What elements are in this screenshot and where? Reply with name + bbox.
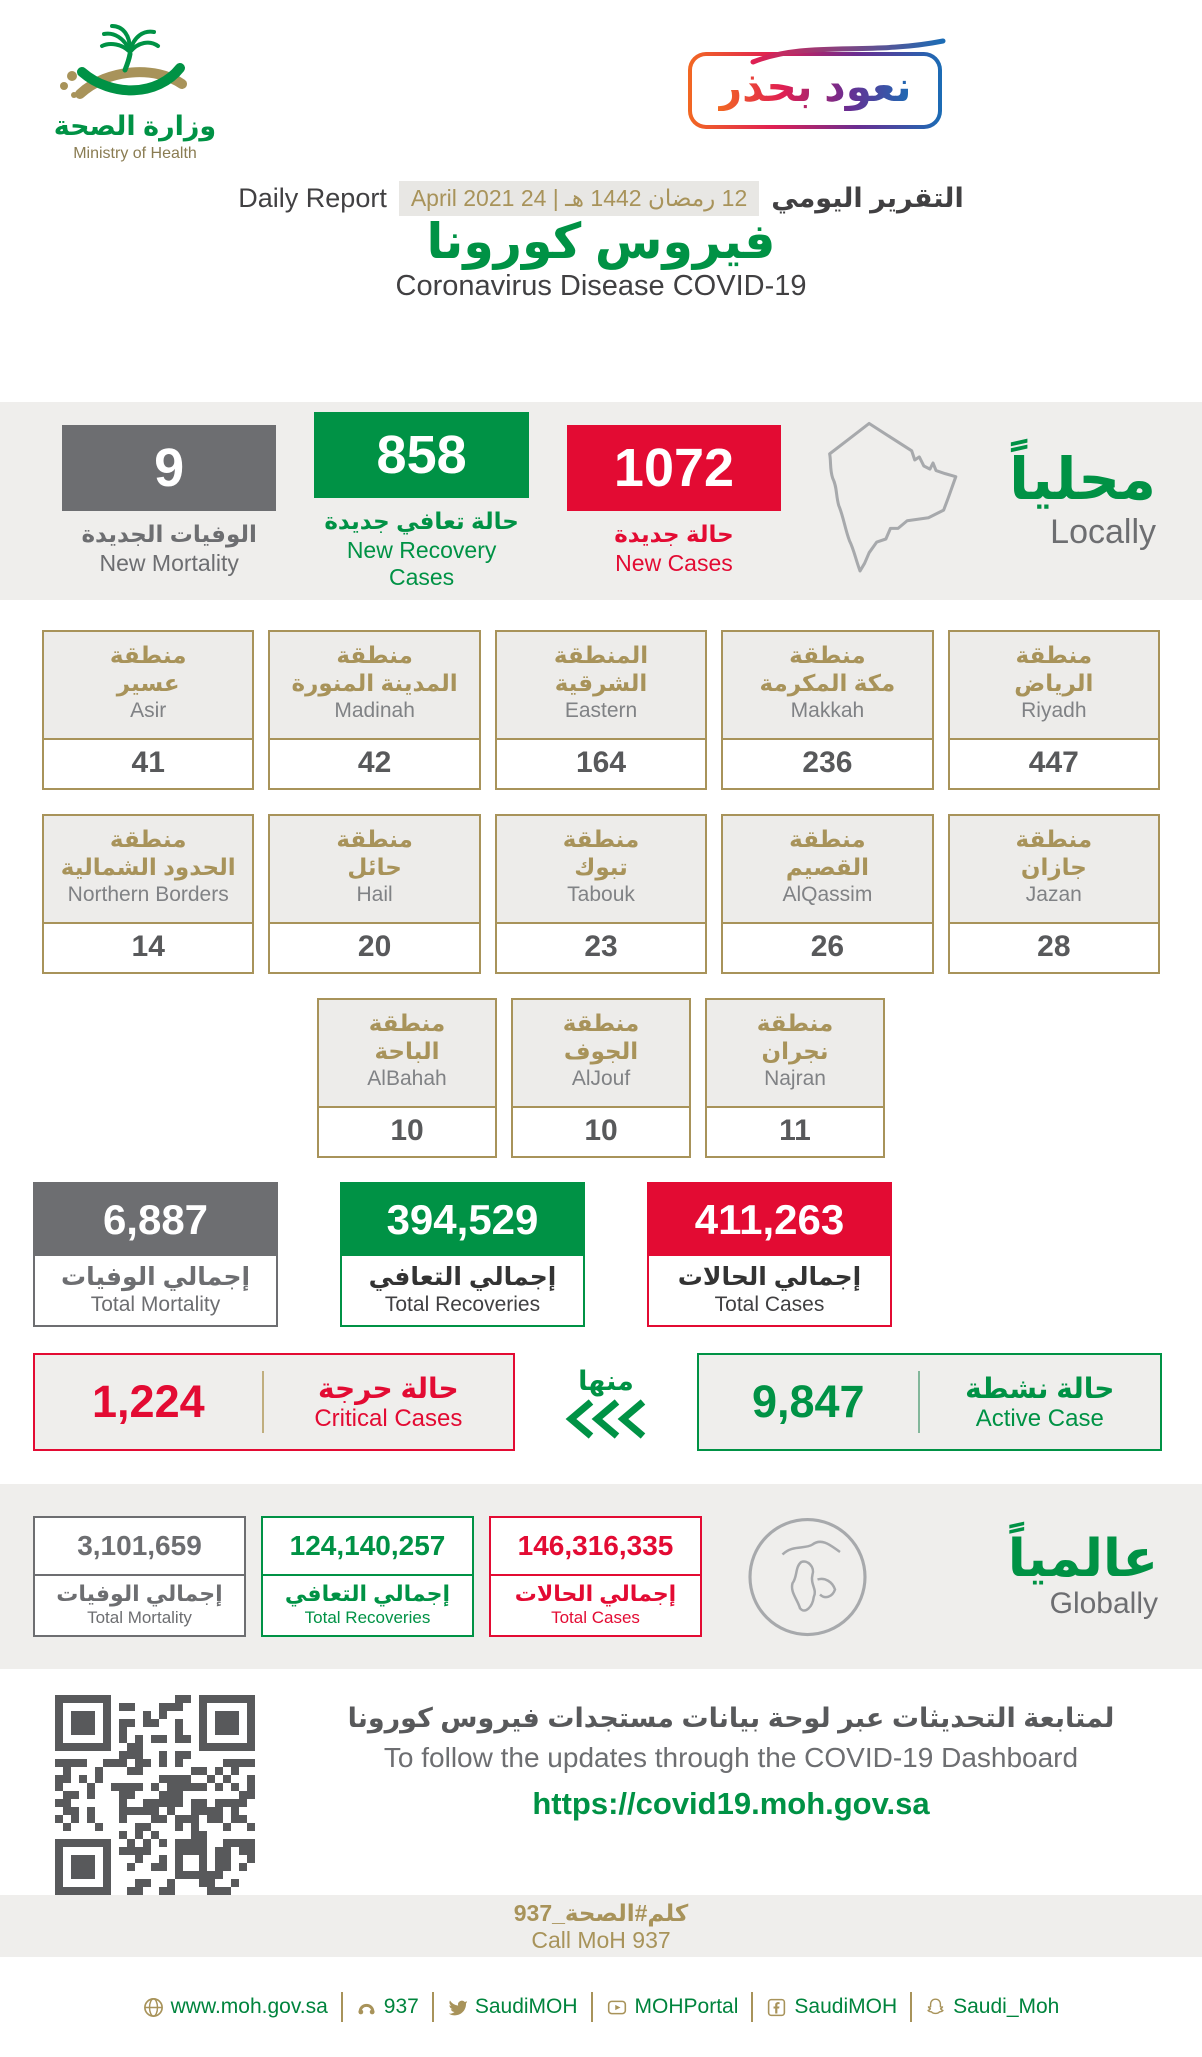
dashboard-section [0,1669,1202,1895]
region-prefix: منطقة [1015,642,1093,668]
critical-cases-label-ar: حالة حرجة [317,1372,459,1404]
daily-report-english: Daily Report [238,183,387,213]
region-name-en: Hail [356,883,393,907]
region-value: 23 [584,930,618,963]
new-mortality-value: 9 [62,425,276,511]
page-title-english: Coronavirus Disease COVID-19 [395,270,807,302]
new-recovery-value: 858 [314,412,528,498]
header [0,0,1202,402]
region-prefix: منطقة [562,826,640,852]
regions-row-3 [42,998,1160,1158]
region-name-ar: الجوف [563,1038,639,1065]
dashboard-text-arabic: لمتابعة التحديثات عبر لوحة بيانات مستجدات فيروس كورونا [347,1703,1115,1733]
locally-section [0,402,1202,600]
region-name-en: Northern Borders [67,883,229,907]
moh-logo-mark [50,20,210,112]
global-mortality-value: 3,101,659 [35,1518,244,1576]
region-value: 164 [575,746,627,779]
region-prefix: منطقة [109,826,187,852]
region-name-ar: تبوك [574,854,628,881]
left-chevrons-icon [563,1399,649,1439]
region-card-northern-borders [42,814,254,974]
total-mortality-label-ar: إجمالي الوفيات [60,1263,251,1291]
divider [341,1992,343,2022]
footer-link-snapchat[interactable] [925,1995,1059,2019]
total-mortality-card [33,1182,278,1327]
snapchat-icon [925,1997,946,2018]
region-name-ar: جازان [1020,854,1087,881]
region-prefix: منطقة [368,1010,446,1036]
divider [432,1992,434,2022]
divider [910,1992,912,2022]
region-value: 10 [584,1114,618,1147]
region-card-najran [705,998,885,1158]
region-name-en: Jazan [1025,883,1082,907]
region-name-en: Riyadh [1021,699,1087,723]
region-name-ar: الشرقية [554,670,648,697]
new-recovery-label-en: New Recovery Cases [346,536,497,590]
locally-heading-arabic: محلياً [1009,447,1157,513]
new-mortality-label-en: New Mortality [99,550,239,576]
region-name-en: Asir [130,699,167,723]
footer-facebook-label: SaudiMOH [794,1995,898,2018]
region-card-alqassim [721,814,933,974]
call-moh-english: Call MoH 937 [531,1927,671,1953]
region-name-en: Madinah [334,699,415,723]
global-cases-value: 146,316,335 [491,1518,700,1576]
region-name-en: Eastern [564,699,638,723]
of-which-indicator [515,1366,697,1439]
region-card-madinah [268,630,480,790]
total-recoveries-label-en: Total Recoveries [384,1293,541,1316]
region-value: 42 [357,746,392,779]
region-prefix: منطقة [756,1010,834,1036]
new-mortality-label-ar: الوفيات الجديدة [81,521,257,547]
moh-logo-arabic: وزارة الصحة [53,111,217,141]
call-moh-arabic: كلم#الصحة_937 [513,1900,689,1926]
critical-cases-card [33,1353,515,1451]
global-mortality-card [33,1516,246,1637]
global-recoveries-value: 124,140,257 [263,1518,472,1576]
youtube-icon [606,1997,628,2018]
moh-logo-english: Ministry of Health [73,144,197,162]
local-totals-row [0,1182,1202,1327]
badge-text: نعود بحذر [718,63,912,110]
active-cases-card [697,1353,1162,1451]
region-prefix: منطقة [1015,826,1093,852]
region-name-ar: حائل [347,854,402,881]
report-title-row [0,181,1202,216]
region-value: 14 [131,930,165,963]
footer-twitter-label: SaudiMOH [474,1995,578,2018]
locally-heading [1009,447,1158,552]
twitter-icon [447,1997,468,2018]
total-recoveries-label-ar: إجمالي التعافي [368,1263,557,1291]
region-value: 28 [1037,930,1071,963]
region-name-ar: القصيم [785,854,869,881]
daily-report-arabic: التقرير اليومي [771,183,964,213]
active-cases-value: 9,847 [751,1376,865,1427]
regions-row-2 [42,814,1160,974]
region-name-ar: عسير [116,670,180,697]
region-value: 10 [390,1114,424,1147]
region-card-makkah [721,630,933,790]
region-card-tabouk [495,814,707,974]
footer-link-youtube[interactable] [606,1995,739,2019]
globally-heading-english: Globally [1049,1586,1158,1620]
global-recoveries-label-ar: إجمالي التعافي [284,1581,451,1606]
globe-icon [745,1512,870,1642]
region-name-en: AlBahah [367,1067,447,1091]
total-cases-label-en: Total Cases [714,1293,825,1316]
region-card-jazan [948,814,1160,974]
locally-heading-english: Locally [1050,512,1157,551]
regions-row-1 [42,630,1160,790]
region-card-asir [42,630,254,790]
global-cases-label-en: Total Cases [551,1608,640,1627]
global-cases-card [489,1516,702,1637]
dashboard-url-link[interactable]: https://covid19.moh.gov.sa [532,1786,930,1821]
facebook-icon [766,1997,787,2018]
new-cases-label-en: New Cases [615,550,733,576]
region-value: 41 [131,746,165,779]
total-mortality-value: 6,887 [35,1184,276,1256]
region-prefix: منطقة [109,642,187,668]
total-cases-value: 411,263 [649,1184,890,1256]
active-cases-label-en: Active Case [975,1404,1104,1432]
divider [591,1992,593,2022]
total-cases-card [647,1182,892,1327]
footer-link-twitter[interactable] [447,1995,578,2019]
global-mortality-label-ar: إجمالي الوفيات [56,1581,223,1606]
new-recovery-label-ar: حالة تعافي جديدة [324,507,519,534]
globally-section [0,1484,1202,1669]
dashboard-text-english: To follow the updates through the COVID-19 Dashboard [383,1742,1079,1773]
new-mortality-stat [62,425,276,577]
footer-phone-label: 937 [383,1995,419,2018]
global-mortality-label-en: Total Mortality [87,1608,192,1627]
footer-link-website[interactable] [143,1995,328,2019]
region-name-ar: الرياض [1014,670,1094,697]
of-which-label: منها [578,1365,634,1396]
footer-link-phone[interactable] [356,1995,419,2019]
total-cases-label-ar: إجمالي الحالات [677,1263,862,1291]
region-prefix: منطقة [789,642,866,668]
region-value: 447 [1028,746,1079,779]
globally-heading [1008,1532,1158,1621]
region-name-ar: المدينة المنورة [291,670,458,697]
region-card-aljouf [511,998,691,1158]
region-card-riyadh [948,630,1160,790]
call-moh-band [0,1895,1202,1957]
global-recoveries-card [261,1516,474,1637]
total-recoveries-card [340,1182,585,1327]
footer-links [0,1957,1202,2057]
website-globe-icon [143,1997,164,2018]
return-with-caution-badge [688,52,942,129]
total-recoveries-value: 394,529 [342,1184,583,1256]
region-prefix: منطقة [336,642,413,668]
footer-snapchat-label: Saudi_Moh [953,1995,1060,2018]
new-cases-value: 1072 [567,425,781,511]
active-cases-label-ar: حالة نشطة [965,1372,1115,1404]
global-cases-label-ar: إجمالي الحالات [514,1581,677,1606]
region-value: 236 [802,746,853,779]
global-recoveries-label-en: Total Recoveries [304,1608,431,1627]
region-prefix: منطقة [789,826,866,852]
footer-link-facebook[interactable] [766,1995,897,2019]
region-card-hail [268,814,480,974]
region-card-eastern [495,630,707,790]
total-mortality-label-en: Total Mortality [90,1293,221,1316]
region-name-ar: الحدود الشمالية [60,854,236,881]
region-name-ar: الباحة [374,1038,440,1065]
critical-cases-label-en: Critical Cases [314,1404,463,1432]
regions-grid [0,600,1202,1158]
critical-cases-value: 1,224 [92,1376,205,1427]
region-value: 11 [779,1114,811,1147]
divider [751,1992,753,2022]
footer-youtube-label: MOHPortal [634,1995,739,2018]
region-name-ar: نجران [761,1038,829,1065]
critical-active-row [0,1353,1202,1451]
report-date: 12 رمضان 1442 هـ | 24 April 2021 [399,181,759,216]
region-name-en: Najran [764,1067,826,1091]
region-prefix: المنطقة [553,642,649,668]
region-value: 20 [357,930,392,963]
region-prefix: منطقة [336,826,413,852]
region-name-en: Makkah [790,699,865,723]
qr-code [55,1695,255,1895]
page-title-arabic: فيروس كورونا [426,215,776,269]
region-name-ar: مكة المكرمة [759,670,896,697]
region-name-en: AlQassim [782,883,873,907]
new-recovery-stat [314,412,528,591]
phone-icon [356,1997,377,2018]
globally-heading-arabic: عالمياً [1007,1530,1158,1589]
new-cases-stat [567,425,781,577]
region-name-en: Tabouk [567,883,635,907]
region-card-albahah [317,998,497,1158]
moh-logo [50,20,220,163]
region-name-en: AlJouf [571,1067,631,1091]
footer-website-label: www.moh.gov.sa [170,1995,328,2018]
badge-swoosh [748,36,948,66]
region-value: 26 [810,930,845,963]
region-prefix: منطقة [562,1010,640,1036]
saudi-arabia-map-icon [819,417,971,585]
new-cases-label-ar: حالة جديدة [614,521,734,547]
